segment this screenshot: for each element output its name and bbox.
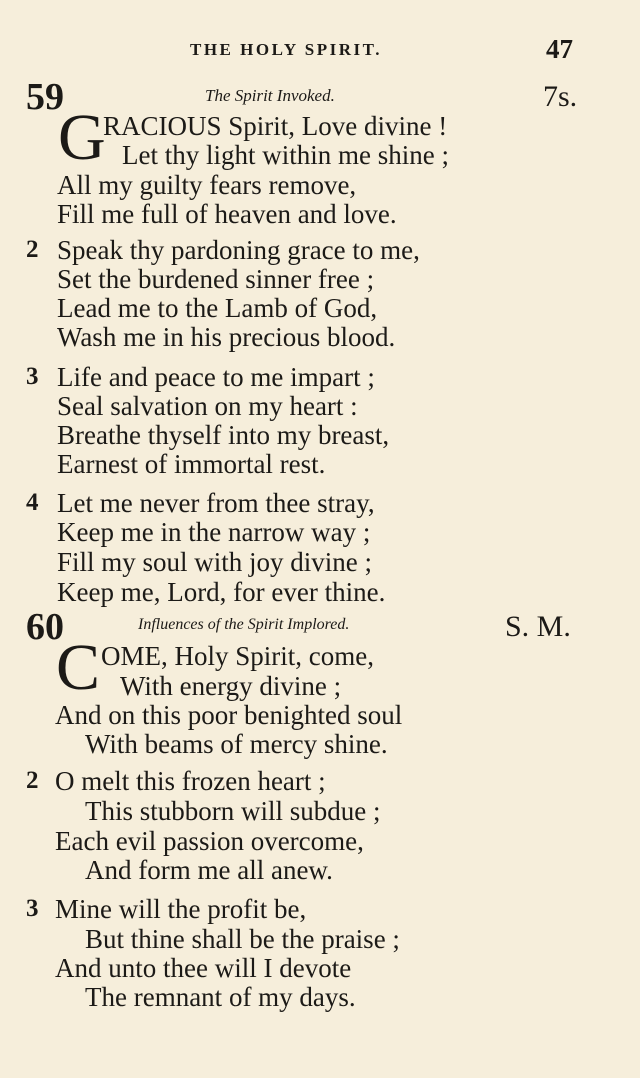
page-header bbox=[0, 34, 640, 68]
verse-line: The remnant of my days. bbox=[85, 982, 356, 1012]
hymn-number: 60 bbox=[26, 606, 64, 648]
verse-line: Let thy light within me shine ; bbox=[122, 140, 449, 170]
verse-line: Keep me in the narrow way ; bbox=[57, 517, 371, 547]
verse-line: Speak thy pardoning grace to me, bbox=[57, 235, 420, 265]
verse-line: Earnest of immortal rest. bbox=[57, 449, 326, 479]
verse-line: And unto thee will I devote bbox=[55, 953, 352, 983]
hymn-meter: 7s. bbox=[543, 80, 578, 113]
hymn-title: Influences of the Spirit Implored. bbox=[138, 616, 350, 633]
stanza-number: 2 bbox=[26, 767, 39, 794]
verse-line: Keep me, Lord, for ever thine. bbox=[57, 577, 386, 607]
verse-line: Lead me to the Lamb of God, bbox=[57, 293, 378, 323]
verse-line: Set the burdened sinner free ; bbox=[57, 264, 375, 294]
running-title: THE HOLY SPIRIT. bbox=[190, 40, 382, 59]
page-number: 47 bbox=[546, 34, 573, 64]
verse-line: RACIOUS Spirit, Love divine ! bbox=[103, 111, 448, 141]
verse-line: With energy divine ; bbox=[120, 671, 342, 701]
verse-line: And on this poor benighted soul bbox=[55, 700, 403, 730]
hymn-meter: S. M. bbox=[505, 610, 571, 643]
verse-line: Seal salvation on my heart : bbox=[57, 391, 358, 421]
verse-line: OME, Holy Spirit, come, bbox=[101, 641, 374, 671]
verse-line: Breathe thyself into my breast, bbox=[57, 420, 390, 450]
stanza-number: 3 bbox=[26, 895, 39, 922]
hymn-title: The Spirit Invoked. bbox=[205, 86, 335, 105]
verse-line: All my guilty fears remove, bbox=[57, 170, 357, 200]
verse-line: Mine will the profit be, bbox=[55, 894, 307, 924]
verse-line: Fill me full of heaven and love. bbox=[57, 199, 397, 229]
verse-line: Wash me in his precious blood. bbox=[57, 322, 396, 352]
verse-line: Fill my soul with joy divine ; bbox=[57, 547, 373, 577]
verse-line: And form me all anew. bbox=[85, 855, 333, 885]
drop-cap: G bbox=[58, 101, 106, 174]
drop-cap: C bbox=[56, 631, 101, 704]
hymn-number: 59 bbox=[26, 76, 64, 118]
verse-line: With beams of mercy shine. bbox=[85, 729, 388, 759]
stanza-number: 2 bbox=[26, 236, 39, 263]
stanza-number: 3 bbox=[26, 363, 39, 390]
stanza-number: 4 bbox=[26, 489, 39, 516]
verse-line: Let me never from thee stray, bbox=[57, 488, 375, 518]
verse-line: Life and peace to me impart ; bbox=[57, 362, 375, 392]
verse-line: But thine shall be the praise ; bbox=[85, 924, 400, 954]
verse-line: Each evil passion overcome, bbox=[55, 826, 364, 856]
verse-line: This stubborn will subdue ; bbox=[85, 796, 381, 826]
verse-line: O melt this frozen heart ; bbox=[55, 766, 326, 796]
